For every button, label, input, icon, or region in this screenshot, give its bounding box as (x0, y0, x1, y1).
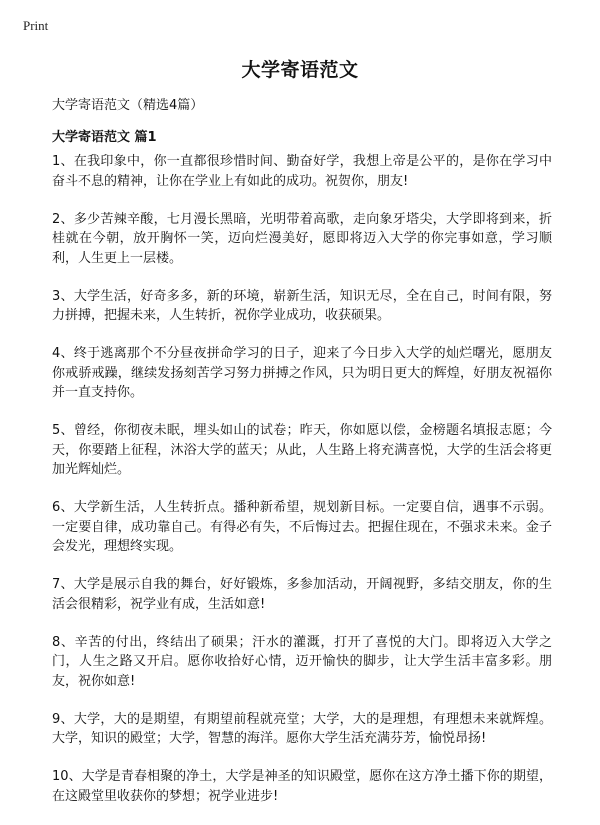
paragraph-7: 7、大学是展示自我的舞台，好好锻炼，多参加活动，开阔视野，多结交朋友，你的生活会很精彩，祝学业有成，生活如意! (52, 577, 552, 612)
paragraph-8: 8、辛苦的付出，终结出了硕果；汗水的灌溉，打开了喜悦的大门。即将迈入大学之门，人生之路又开启。愿你收拾好心情，迈开愉快的脚步，让大学生活丰富多彩。朋友，祝你如意! (52, 634, 552, 689)
paragraph-1: 1、在我印象中，你一直都很珍惜时间、勤奋好学，我想上帝是公平的，是你在学习中奋斗不息的精神，让你在学业上有如此的成功。祝贺你，朋友! (52, 154, 552, 189)
paragraph-10: 10、大学是青春相聚的净土，大学是神圣的知识殿堂，愿你在这方净土播下你的期望，在这殿堂里收获你的梦想；祝学业进步! (52, 769, 552, 804)
paragraph-5: 5、曾经，你彻夜未眠，埋头如山的试卷；昨天，你如愿以偿，金榜题名填报志愿；今天，你要踏上征程，沐浴大学的蓝天；从此，人生路上将充满喜悦，大学的生活会将更加光辉灿烂。 (52, 423, 552, 477)
paragraph-4: 4、终于逃离那个不分昼夜拼命学习的日子，迎来了今日步入大学的灿烂曙光，愿朋友你戒骄戒躁，继续发扬刻苦学习努力拼搏之作风，只为明日更大的辉煌，好朋友祝福你并一直支持你。 (52, 346, 552, 400)
document-subtitle: 大学寄语范文（精选4篇） (52, 98, 204, 113)
paragraph-9: 9、大学，大的是期望，有期望前程就亮堂；大学，大的是理想，有理想未来就辉煌。大学，知识的殿堂；大学，智慧的海洋。愿你大学生活充满芬芳，愉悦昂扬! (52, 711, 552, 746)
section-heading: 大学寄语范文 篇1 (52, 130, 157, 145)
document-title: 大学寄语范文 (241, 59, 359, 81)
paragraph-2: 2、多少苦辣辛酸，七月漫长黑暗，光明带着高歌，走向象牙塔尖，大学即将到来，折桂就在今朝，放开胸怀一笑，迈向烂漫美好，愿即将迈入大学的你完事如意，学习顺利，人生更上一层楼。 (52, 211, 552, 266)
print-link[interactable]: Print (23, 18, 49, 33)
paragraph-3: 3、大学生活，好奇多多，新的环境，崭新生活，知识无尽，全在自己，时间有限，努力拼搏，把握未来，人生转折，祝你学业成功，收获硕果。 (52, 288, 552, 323)
paragraph-6: 6、大学新生活，人生转折点。播种新希望，规划新目标。一定要自信，遇事不示弱。一定要自律，成功靠自己。有得必有失，不后悔过去。把握住现在，不强求未来。金子会发光，理想终实现。 (52, 500, 552, 554)
document-body (52, 152, 552, 825)
